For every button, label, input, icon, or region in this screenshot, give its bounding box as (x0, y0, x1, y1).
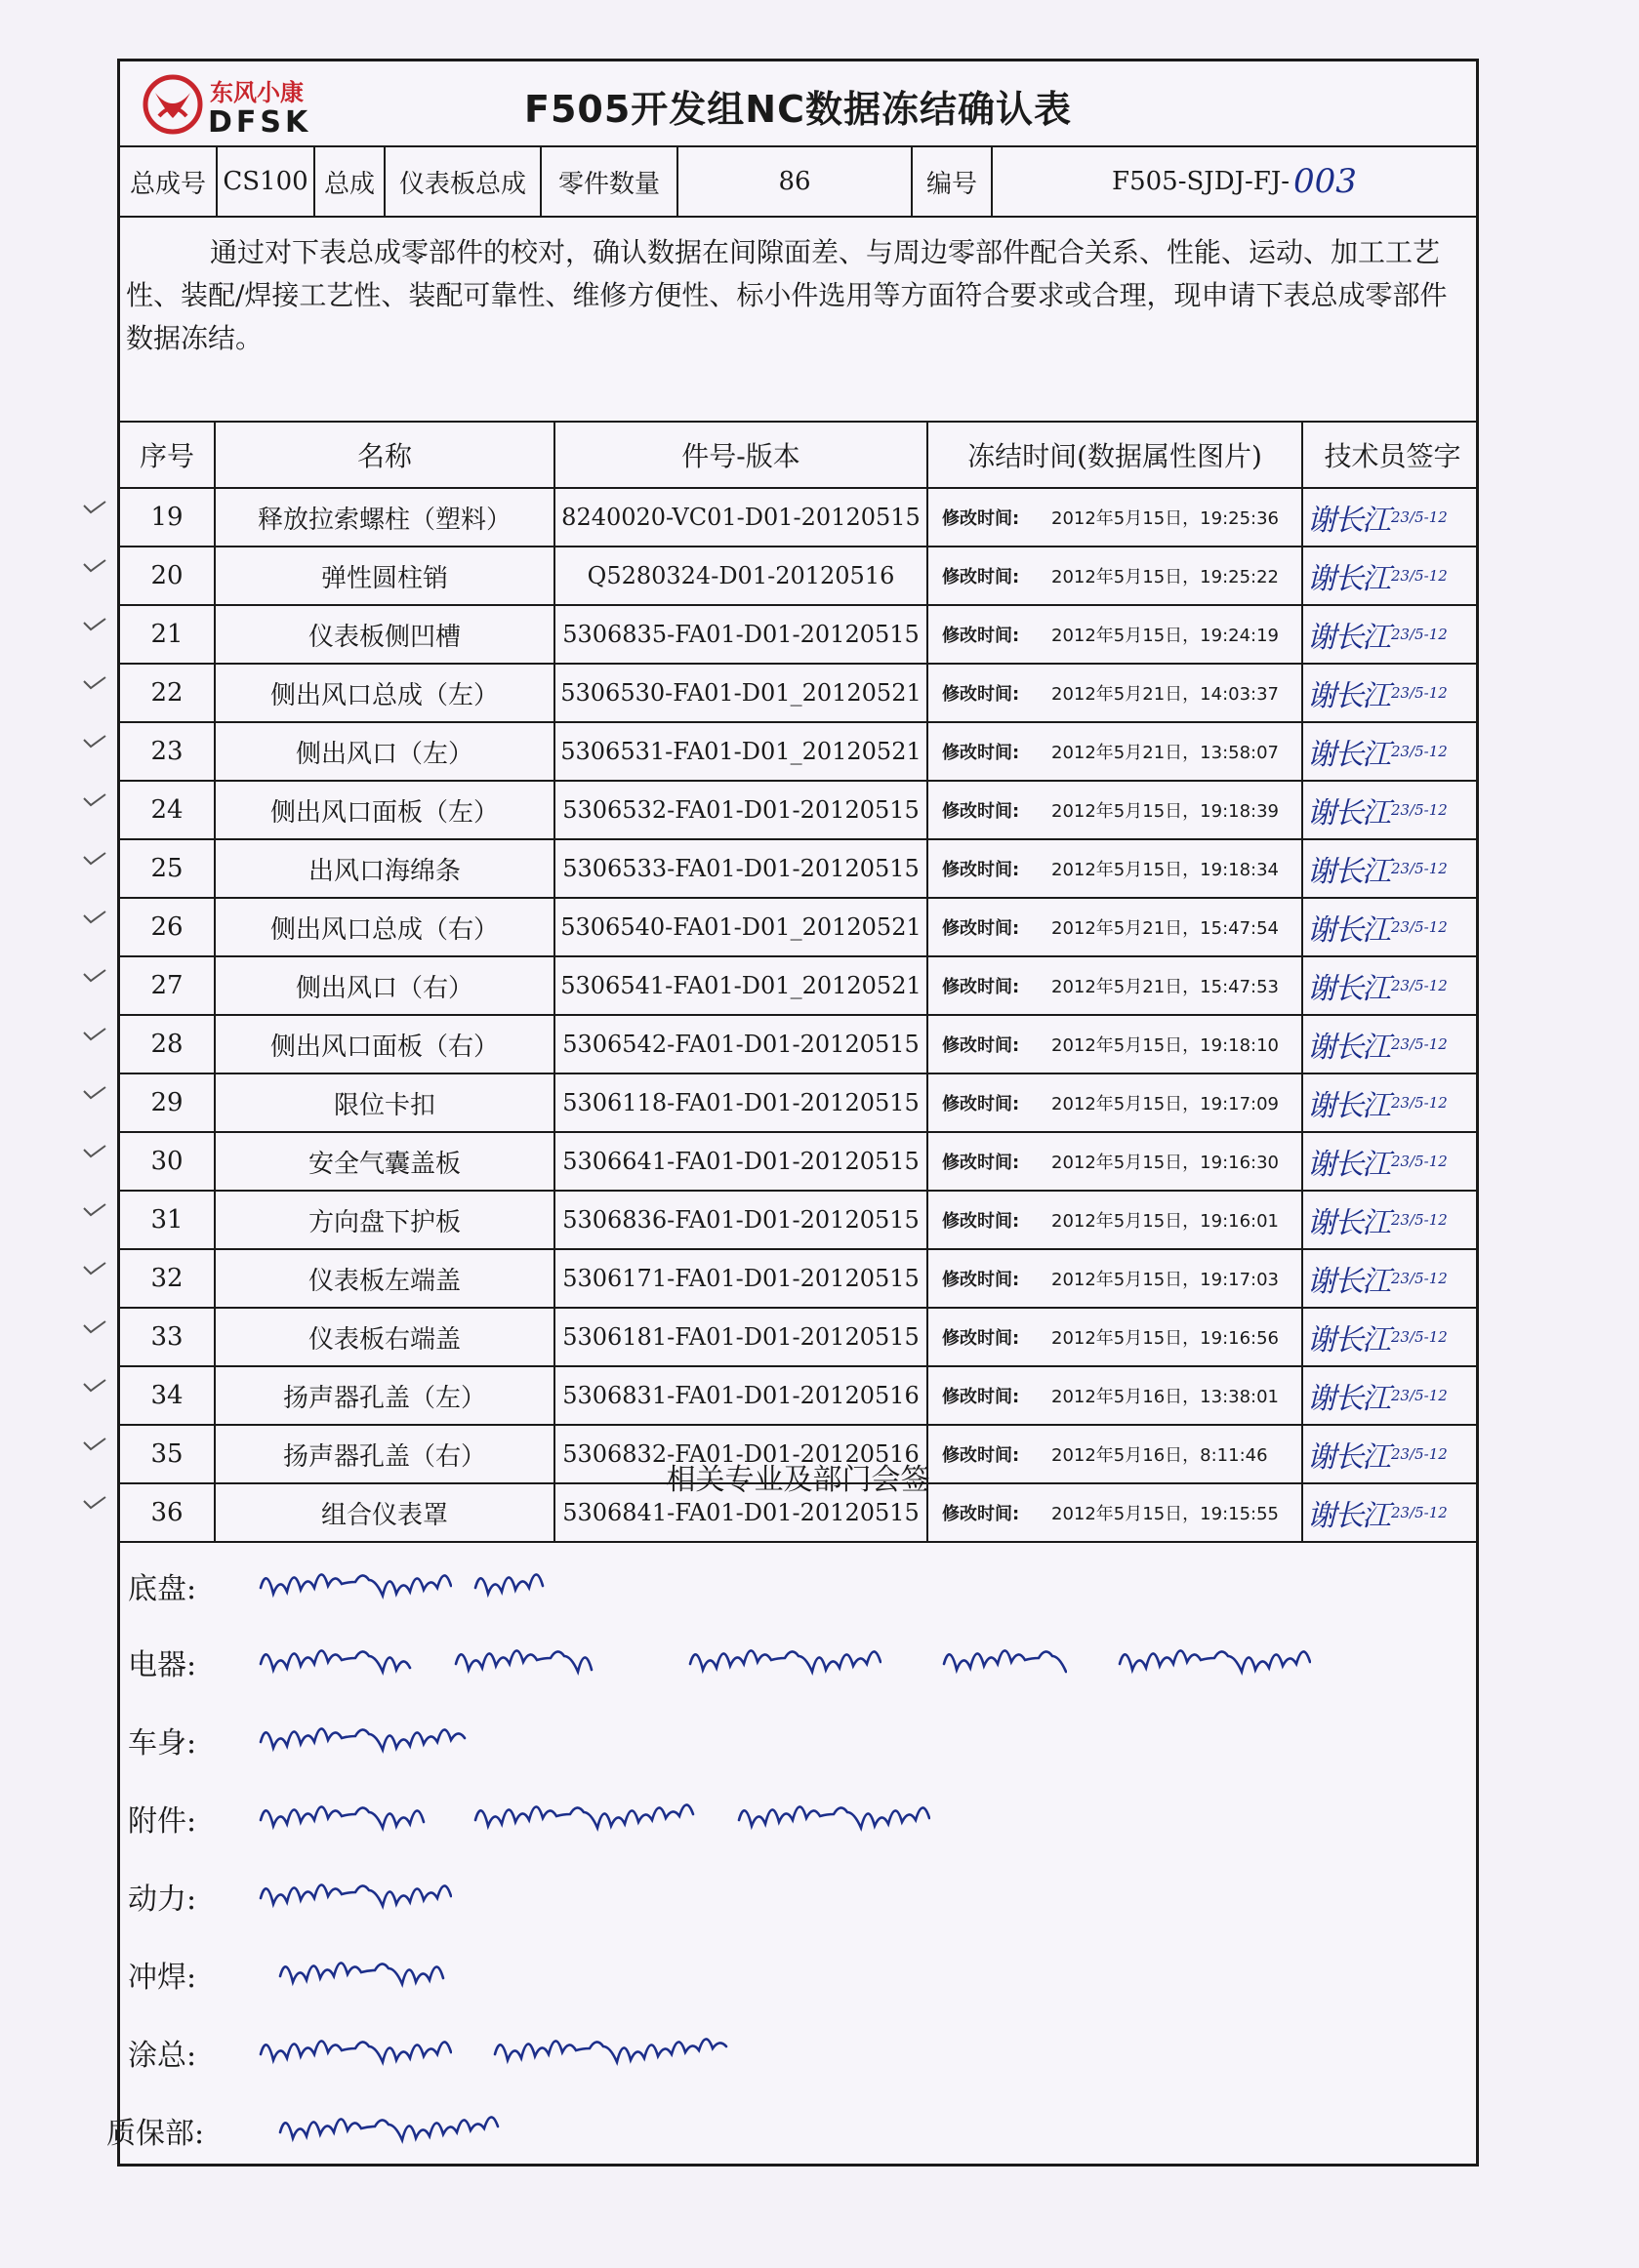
modify-time-value: 2012年5月15日，19:16:01 (1051, 1211, 1280, 1232)
row-part-number: 5306532-FA01-D01-20120515 (555, 782, 928, 838)
table-row (120, 957, 1476, 1016)
modify-time-label: 修改时间: (942, 1445, 1020, 1466)
signature-date: 23/5-12 (1391, 1327, 1448, 1346)
row-no: 21 (120, 606, 216, 663)
modify-time-value: 2012年5月15日，19:25:22 (1051, 567, 1280, 587)
row-name: 出风口海绵条 (216, 840, 555, 897)
row-part-number: 5306530-FA01-D01_20120521 (555, 665, 928, 721)
technician-signature (1303, 606, 1482, 663)
table-row (120, 1133, 1476, 1192)
row-name: 扬声器孔盖（右） (216, 1426, 555, 1482)
part-count-value: 86 (678, 147, 913, 216)
modify-time-value: 2012年5月15日，19:15:55 (1051, 1504, 1280, 1524)
row-time (928, 957, 1303, 1014)
row-time (928, 1074, 1303, 1131)
checkmark-icon (82, 1202, 107, 1218)
technician-signature (1303, 1133, 1482, 1190)
row-name: 组合仪表罩 (216, 1484, 555, 1541)
handwritten-signature (471, 1551, 550, 1609)
row-no: 34 (120, 1367, 216, 1424)
row-part-number: 5306841-FA01-D01-20120515 (555, 1484, 928, 1541)
modify-time-value: 2012年5月15日，19:24:19 (1051, 626, 1280, 646)
technician-signature (1303, 723, 1482, 780)
checkmark-icon (82, 1027, 107, 1042)
code-handwritten: 003 (1293, 162, 1357, 201)
signature-name: 谢长江 (1307, 1148, 1389, 1182)
form-title: F505开发组NC数据冻结确认表 (524, 88, 1072, 131)
row-time (928, 1016, 1303, 1073)
table-row (120, 899, 1476, 957)
checkmark-icon (82, 558, 107, 574)
row-part-number: 5306836-FA01-D01-20120515 (555, 1192, 928, 1248)
modify-time-value: 2012年5月21日，14:03:37 (1051, 684, 1280, 705)
row-no: 23 (120, 723, 216, 780)
modify-time-label: 修改时间: (942, 1094, 1020, 1114)
signature-name: 谢长江 (1307, 972, 1389, 1006)
row-time (928, 782, 1303, 838)
technician-signature (1303, 1367, 1482, 1424)
signature-date: 23/5-12 (1391, 507, 1448, 526)
signature-date: 23/5-12 (1391, 625, 1448, 643)
signature-date: 23/5-12 (1391, 917, 1448, 936)
row-time (928, 1367, 1303, 1424)
signature-name: 谢长江 (1307, 1089, 1389, 1123)
row-no: 27 (120, 957, 216, 1014)
row-time (928, 1250, 1303, 1307)
table-row (120, 489, 1476, 547)
row-time (928, 547, 1303, 604)
signature-date: 23/5-12 (1391, 1269, 1448, 1287)
checkmark-icon (82, 1085, 107, 1101)
row-part-number: 5306118-FA01-D01-20120515 (555, 1074, 928, 1131)
row-time (928, 606, 1303, 663)
row-no: 20 (120, 547, 216, 604)
signature-date: 23/5-12 (1391, 1503, 1448, 1521)
department-label: 附件: (128, 1804, 197, 1839)
assembly-value: 仪表板总成 (386, 147, 542, 216)
modify-time-label: 修改时间: (942, 743, 1020, 763)
row-time (928, 489, 1303, 546)
row-part-number: Q5280324-D01-20120516 (555, 547, 928, 604)
row-time (928, 899, 1303, 955)
handwritten-signature (257, 1783, 432, 1842)
technician-signature (1303, 489, 1482, 546)
table-row (120, 1367, 1476, 1426)
checkmark-icon (82, 617, 107, 632)
row-name: 侧出风口总成（左） (216, 665, 555, 721)
signoff-title: 相关专业及部门会签 (666, 1463, 930, 1497)
table-row (120, 1250, 1476, 1309)
freeze-confirmation-form (106, 59, 1479, 2167)
modify-time-value: 2012年5月16日，13:38:01 (1051, 1387, 1280, 1407)
signature-name: 谢长江 (1307, 796, 1389, 830)
modify-time-label: 修改时间: (942, 1211, 1020, 1232)
row-name: 侧出风口（左） (216, 723, 555, 780)
row-time (928, 1309, 1303, 1365)
modify-time-label: 修改时间: (942, 1035, 1020, 1056)
signature-date: 23/5-12 (1391, 566, 1448, 585)
row-part-number: 5306542-FA01-D01-20120515 (555, 1016, 928, 1073)
modify-time-label: 修改时间: (942, 1504, 1020, 1524)
row-name: 仪表板右端盖 (216, 1309, 555, 1365)
modify-time-value: 2012年5月15日，19:18:34 (1051, 860, 1280, 880)
technician-signature (1303, 957, 1482, 1014)
modify-time-label: 修改时间: (942, 1153, 1020, 1173)
technician-signature (1303, 899, 1482, 955)
technician-signature (1303, 1074, 1482, 1131)
signature-name: 谢长江 (1307, 1323, 1389, 1357)
handwritten-signature (491, 2017, 735, 2076)
signature-date: 23/5-12 (1391, 1093, 1448, 1112)
modify-time-label: 修改时间: (942, 801, 1020, 822)
table-row (120, 665, 1476, 723)
row-part-number: 5306641-FA01-D01-20120515 (555, 1133, 928, 1190)
department-label: 电器: (128, 1648, 197, 1682)
header-name: 名称 (216, 423, 555, 487)
row-time (928, 665, 1303, 721)
row-no: 28 (120, 1016, 216, 1073)
row-part-number: 5306540-FA01-D01_20120521 (555, 899, 928, 955)
signature-name: 谢长江 (1307, 1265, 1389, 1299)
header-part: 件号-版本 (555, 423, 928, 487)
table-row (120, 1192, 1476, 1250)
row-no: 32 (120, 1250, 216, 1307)
handwritten-signature (257, 2017, 452, 2076)
signature-name: 谢长江 (1307, 1440, 1389, 1475)
signature-date: 23/5-12 (1391, 859, 1448, 877)
row-no: 22 (120, 665, 216, 721)
handwritten-signature (257, 1551, 452, 1609)
checkmark-icon (82, 734, 107, 749)
technician-signature (1303, 1192, 1482, 1248)
department-label: 涂总: (128, 2039, 197, 2073)
signature-name: 谢长江 (1307, 1499, 1389, 1533)
modify-time-label: 修改时间: (942, 567, 1020, 587)
department-label: 冲焊: (128, 1961, 197, 1995)
checkmark-icon (82, 1495, 107, 1511)
modify-time-label: 修改时间: (942, 684, 1020, 705)
row-no: 33 (120, 1309, 216, 1365)
row-name: 侧出风口面板（左） (216, 782, 555, 838)
header-signature: 技术员签字 (1324, 440, 1461, 472)
row-name: 限位卡扣 (216, 1074, 555, 1131)
part-count-label: 零件数量 (542, 147, 678, 216)
code-cell (993, 147, 1476, 216)
row-time (928, 723, 1303, 780)
department-label: 底盘: (128, 1572, 197, 1606)
signature-name: 谢长江 (1307, 504, 1389, 538)
row-no: 36 (120, 1484, 216, 1541)
row-name: 安全气囊盖板 (216, 1133, 555, 1190)
department-label: 动力: (128, 1883, 197, 1917)
row-part-number: 5306181-FA01-D01-20120515 (555, 1309, 928, 1365)
modify-time-value: 2012年5月15日，19:18:10 (1051, 1035, 1280, 1056)
modify-time-label: 修改时间: (942, 977, 1020, 997)
handwritten-signature (686, 1627, 881, 1685)
row-no: 26 (120, 899, 216, 955)
row-time (928, 1192, 1303, 1248)
svg-text:东风小康: 东风小康 (210, 79, 304, 106)
technician-signature (1303, 840, 1482, 897)
row-no: 31 (120, 1192, 216, 1248)
technician-signature (1303, 782, 1482, 838)
signature-date: 23/5-12 (1391, 1386, 1448, 1404)
department-label: 车身: (128, 1726, 197, 1761)
modify-time-label: 修改时间: (942, 508, 1020, 529)
row-time (928, 840, 1303, 897)
technician-signature (1303, 665, 1482, 721)
handwritten-signature (471, 1783, 696, 1842)
row-name: 方向盘下护板 (216, 1192, 555, 1248)
title-row (120, 61, 1476, 147)
row-name: 释放拉索螺柱（塑料） (216, 489, 555, 546)
signature-name: 谢长江 (1307, 562, 1389, 596)
header-time: 冻结时间(数据属性图片) (928, 423, 1303, 487)
modify-time-value: 2012年5月15日，19:17:09 (1051, 1094, 1280, 1114)
table-row (120, 1074, 1476, 1133)
handwritten-signature (257, 1861, 452, 1920)
signature-date: 23/5-12 (1391, 742, 1448, 760)
modify-time-value: 2012年5月15日，19:16:56 (1051, 1328, 1280, 1349)
table-header (120, 423, 1476, 489)
row-part-number: 5306531-FA01-D01_20120521 (555, 723, 928, 780)
row-part-number: 5306832-FA01-D01-20120516 (555, 1426, 928, 1482)
signature-name: 谢长江 (1307, 679, 1389, 713)
description-text: 通过对下表总成零部件的校对，确认数据在间隙面差、与周边零部件配合关系、性能、运动、加工工艺性、装配/焊接工艺性、装配可靠性、维修方便性、标小件选用等方面符合要求或合理，现申请下表总成零部件数据冻结。 (126, 236, 1448, 354)
handwritten-signature (452, 1627, 598, 1685)
modify-time-value: 2012年5月15日，19:18:39 (1051, 801, 1280, 822)
info-row (120, 147, 1476, 218)
signature-name: 谢长江 (1307, 855, 1389, 889)
row-part-number: 5306541-FA01-D01_20120521 (555, 957, 928, 1014)
signature-name: 谢长江 (1307, 621, 1389, 655)
checkmark-icon (82, 792, 107, 808)
checkmark-icon (82, 500, 107, 515)
signature-name: 谢长江 (1307, 1206, 1389, 1240)
handwritten-signature (257, 1705, 471, 1763)
handwritten-signature (276, 1939, 452, 1998)
row-part-number: 5306831-FA01-D01-20120516 (555, 1367, 928, 1424)
modify-time-label: 修改时间: (942, 918, 1020, 939)
signature-name: 谢长江 (1307, 738, 1389, 772)
checkmark-icon (82, 910, 107, 925)
code-label: 编号 (913, 147, 993, 216)
code-value: F505-SJDJ-FJ- (1112, 167, 1291, 196)
modify-time-label: 修改时间: (942, 1328, 1020, 1349)
row-name: 仪表板侧凹槽 (216, 606, 555, 663)
row-name: 弹性圆柱销 (216, 547, 555, 604)
checkmark-icon (82, 851, 107, 867)
row-time (928, 1133, 1303, 1190)
technician-signature (1303, 1016, 1482, 1073)
handwritten-signature (276, 2095, 501, 2154)
row-name: 扬声器孔盖（左） (216, 1367, 555, 1424)
department-label: 质保部: (106, 2117, 205, 2151)
table-row (120, 782, 1476, 840)
signature-date: 23/5-12 (1391, 1034, 1448, 1053)
signature-date: 23/5-12 (1391, 683, 1448, 702)
signature-name: 谢长江 (1307, 1031, 1389, 1065)
assembly-no-label: 总成号 (120, 147, 218, 216)
row-no: 24 (120, 782, 216, 838)
row-no: 35 (120, 1426, 216, 1482)
row-part-number: 5306171-FA01-D01-20120515 (555, 1250, 928, 1307)
modify-time-value: 2012年5月15日，19:17:03 (1051, 1270, 1280, 1290)
checkmark-icon (82, 675, 107, 691)
row-name: 侧出风口（右） (216, 957, 555, 1014)
handwritten-signature (1116, 1627, 1311, 1685)
row-no: 25 (120, 840, 216, 897)
checkmark-icon (82, 1319, 107, 1335)
table-row (120, 1309, 1476, 1367)
row-name: 侧出风口总成（右） (216, 899, 555, 955)
modify-time-value: 2012年5月16日，8:11:46 (1051, 1445, 1268, 1466)
table-row (120, 840, 1476, 899)
modify-time-value: 2012年5月15日，19:25:36 (1051, 508, 1280, 529)
signature-date: 23/5-12 (1391, 1210, 1448, 1229)
technician-signature (1303, 547, 1482, 604)
description-row (120, 218, 1476, 423)
header-no: 序号 (120, 423, 216, 487)
modify-time-label: 修改时间: (942, 1387, 1020, 1407)
checkmark-icon (82, 968, 107, 984)
assembly-no-value: CS100 (218, 147, 315, 216)
checkmark-icon (82, 1378, 107, 1394)
modify-time-value: 2012年5月21日，15:47:54 (1051, 918, 1280, 939)
checkmark-icon (82, 1261, 107, 1276)
modify-time-label: 修改时间: (942, 626, 1020, 646)
modify-time-value: 2012年5月21日，13:58:07 (1051, 743, 1280, 763)
handwritten-signature (940, 1627, 1067, 1685)
handwritten-signature (257, 1627, 413, 1685)
svg-text:DFSK: DFSK (208, 105, 312, 138)
row-no: 30 (120, 1133, 216, 1190)
row-part-number: 5306533-FA01-D01-20120515 (555, 840, 928, 897)
signature-date: 23/5-12 (1391, 976, 1448, 994)
modify-time-value: 2012年5月21日，15:47:53 (1051, 977, 1280, 997)
signature-date: 23/5-12 (1391, 1444, 1448, 1463)
table-row (120, 1016, 1476, 1074)
modify-time-label: 修改时间: (942, 860, 1020, 880)
assembly-label: 总成 (315, 147, 386, 216)
table-row (120, 547, 1476, 606)
signature-date: 23/5-12 (1391, 1152, 1448, 1170)
row-no: 19 (120, 489, 216, 546)
row-part-number: 5306835-FA01-D01-20120515 (555, 606, 928, 663)
row-part-number: 8240020-VC01-D01-20120515 (555, 489, 928, 546)
technician-signature (1303, 1309, 1482, 1365)
checkmark-icon (82, 1437, 107, 1452)
table-row (120, 723, 1476, 782)
table-row (120, 606, 1476, 665)
handwritten-signature (735, 1783, 930, 1842)
technician-signature (1303, 1250, 1482, 1307)
row-name: 仪表板左端盖 (216, 1250, 555, 1307)
signature-name: 谢长江 (1307, 913, 1389, 948)
checkmark-icon (82, 1144, 107, 1159)
row-name: 侧出风口面板（右） (216, 1016, 555, 1073)
modify-time-value: 2012年5月15日，19:16:30 (1051, 1153, 1280, 1173)
row-no: 29 (120, 1074, 216, 1131)
signature-name: 谢长江 (1307, 1382, 1389, 1416)
modify-time-label: 修改时间: (942, 1270, 1020, 1290)
signature-date: 23/5-12 (1391, 800, 1448, 819)
